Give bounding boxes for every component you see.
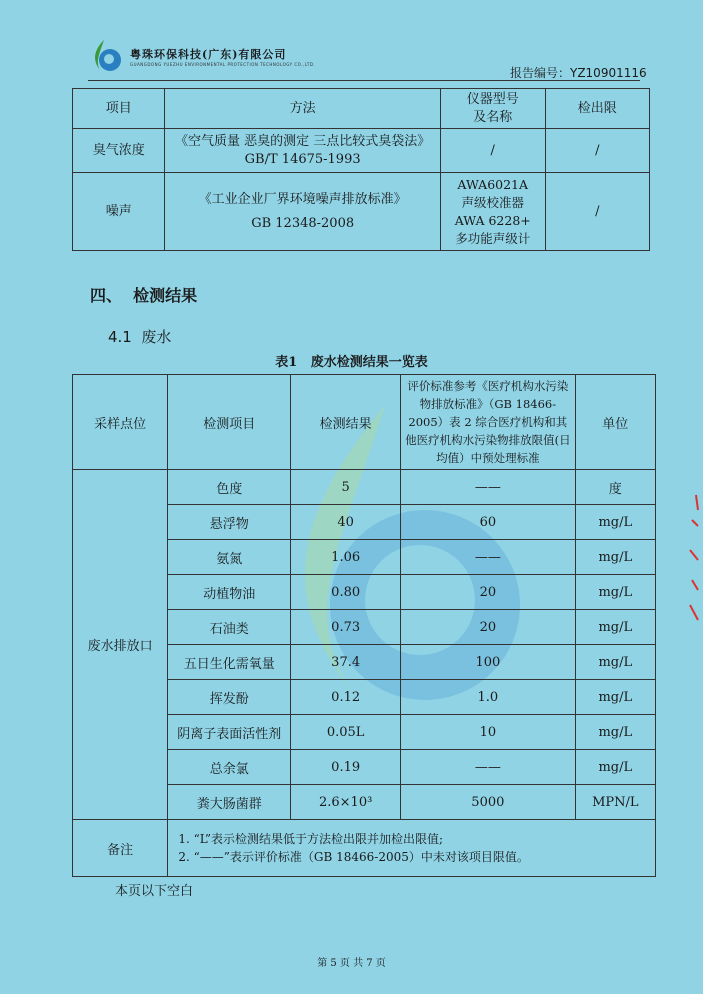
th-result: 检测结果 xyxy=(291,375,401,470)
table-caption: 表1 废水检测结果一览表 xyxy=(275,355,428,370)
cell-item: 氨氮 xyxy=(168,540,291,575)
cell-site: 废水排放口 xyxy=(73,470,168,820)
seal-stamp-edge xyxy=(686,490,700,630)
blank-page-note: 本页以下空白 xyxy=(115,884,194,899)
cell-item: 挥发酚 xyxy=(168,680,291,715)
th-site: 采样点位 xyxy=(73,375,168,470)
th-unit: 单位 xyxy=(575,375,655,470)
cell-standard: 20 xyxy=(401,610,576,645)
th-item: 检测项目 xyxy=(168,375,291,470)
th-standard: 评价标准参考《医疗机构水污染物排放标准》（GB 18466-2005）表 2 综合医疗机构和其他医疗机构水污染物排放限值(日均值）中预处理标准 xyxy=(401,375,576,470)
cell-limit: / xyxy=(545,173,649,251)
cell-unit: mg/L xyxy=(575,645,655,680)
cell-note-label: 备注 xyxy=(73,820,168,877)
cell-item: 悬浮物 xyxy=(168,505,291,540)
th-method: 方法 xyxy=(165,89,440,129)
table-row xyxy=(73,470,656,505)
cell-result: 0.05L xyxy=(291,715,401,750)
th-limit: 检出限 xyxy=(545,89,649,129)
results-table xyxy=(72,374,656,877)
cell-unit: mg/L xyxy=(575,610,655,645)
table-row xyxy=(73,129,650,173)
th-item: 项目 xyxy=(73,89,165,129)
cell-item: 总余氯 xyxy=(168,750,291,785)
cell-standard: 100 xyxy=(401,645,576,680)
cell-item: 五日生化需氧量 xyxy=(168,645,291,680)
cell-instrument: / xyxy=(440,129,545,173)
cell-standard: 60 xyxy=(401,505,576,540)
th-instrument: 仪器型号 及名称 xyxy=(440,89,545,129)
cell-result: 0.19 xyxy=(291,750,401,785)
cell-item: 粪大肠菌群 xyxy=(168,785,291,820)
cell-result: 2.6×10³ xyxy=(291,785,401,820)
header-divider xyxy=(88,80,640,81)
report-number: 报告编号：YZ10901116 xyxy=(510,66,647,80)
note-line: 1. “L”表示检测结果低于方法检出限并加检出限值; xyxy=(178,832,444,846)
note-line: 2. “——”表示评价标准（GB 18466-2005）中未对该项目限值。 xyxy=(178,850,529,864)
cell-unit: mg/L xyxy=(575,505,655,540)
cell-unit: mg/L xyxy=(575,575,655,610)
cell-standard: 1.0 xyxy=(401,680,576,715)
cell-limit: / xyxy=(545,129,649,173)
cell-standard: —— xyxy=(401,750,576,785)
cell-item: 臭气浓度 xyxy=(73,129,165,173)
cell-item: 噪声 xyxy=(73,173,165,251)
cell-unit: mg/L xyxy=(575,680,655,715)
cell-method: 《工业企业厂界环境噪声排放标准》 GB 12348-2008 xyxy=(165,173,440,251)
company-name: 粤珠环保科技(广东)有限公司 xyxy=(130,48,287,61)
cell-result: 0.80 xyxy=(291,575,401,610)
cell-method: 《空气质量 恶臭的测定 三点比较式臭袋法》 GB/T 14675-1993 xyxy=(165,129,440,173)
cell-unit: MPN/L xyxy=(575,785,655,820)
table-row xyxy=(73,173,650,251)
cell-unit: mg/L xyxy=(575,750,655,785)
cell-notes xyxy=(168,820,656,877)
cell-standard: —— xyxy=(401,470,576,505)
cell-unit: mg/L xyxy=(575,540,655,575)
cell-result: 37.4 xyxy=(291,645,401,680)
cell-result: 5 xyxy=(291,470,401,505)
cell-result: 1.06 xyxy=(291,540,401,575)
notes-row xyxy=(73,820,656,877)
cell-result: 0.12 xyxy=(291,680,401,715)
cell-item: 石油类 xyxy=(168,610,291,645)
cell-standard: 20 xyxy=(401,575,576,610)
cell-standard: —— xyxy=(401,540,576,575)
cell-result: 0.73 xyxy=(291,610,401,645)
cell-item: 动植物油 xyxy=(168,575,291,610)
section-heading: 四、 检测结果 xyxy=(90,286,198,305)
cell-item: 阴离子表面活性剂 xyxy=(168,715,291,750)
cell-item: 色度 xyxy=(168,470,291,505)
cell-standard: 10 xyxy=(401,715,576,750)
subsection-heading: 4.1 废水 xyxy=(108,328,172,346)
company-name-en: GUANGDONG YUEZHU ENVIRONMENTAL PROTECTION TECHNOLOGY CO.,LTD. xyxy=(130,62,316,67)
cell-instrument: AWA6021A 声级校准器 AWA 6228+ 多功能声级计 xyxy=(440,173,545,251)
company-logo-icon xyxy=(90,38,124,74)
cell-unit: 度 xyxy=(575,470,655,505)
cell-standard: 5000 xyxy=(401,785,576,820)
page-number: 第 5 页 共 7 页 xyxy=(317,958,386,969)
method-table xyxy=(72,88,650,251)
cell-unit: mg/L xyxy=(575,715,655,750)
cell-result: 40 xyxy=(291,505,401,540)
